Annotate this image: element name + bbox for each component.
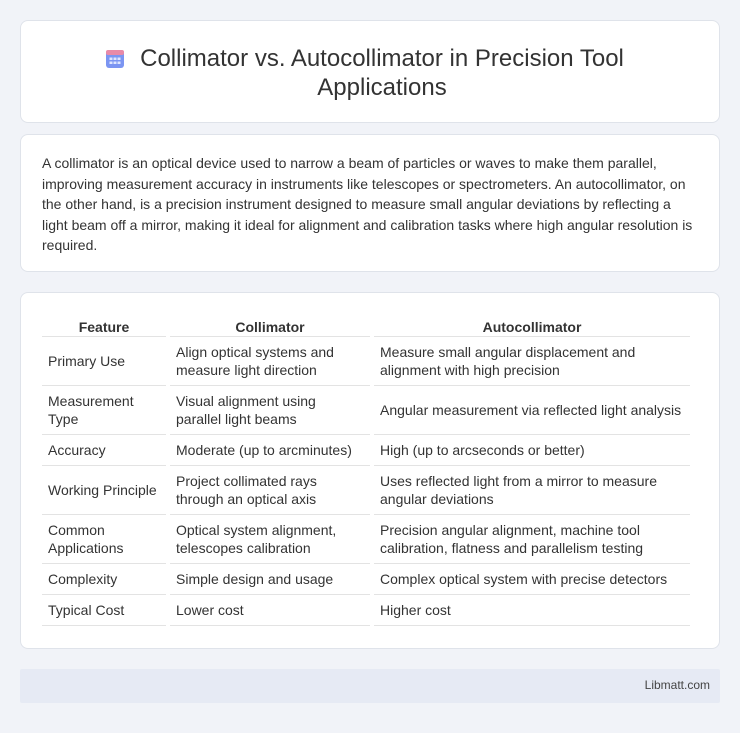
title-card bbox=[20, 20, 720, 123]
table-cell: Accuracy bbox=[42, 435, 166, 466]
header-autocollimator: Autocollimator bbox=[374, 315, 690, 337]
table-row bbox=[42, 337, 690, 386]
table-header-row bbox=[42, 315, 690, 337]
header-collimator: Collimator bbox=[170, 315, 370, 337]
table-cell: Simple design and usage bbox=[170, 564, 370, 595]
table-cell: Higher cost bbox=[374, 595, 690, 626]
table-cell: Measurement Type bbox=[42, 386, 166, 435]
table-row bbox=[42, 435, 690, 466]
table-row bbox=[42, 466, 690, 515]
page-title: Collimator vs. Autocollimator in Precision Tool Applications bbox=[140, 45, 624, 101]
intro-card bbox=[20, 134, 720, 272]
table-cell: Primary Use bbox=[42, 337, 166, 386]
comparison-table bbox=[38, 315, 694, 626]
table-cell: Measure small angular displacement and alignment with high precision bbox=[374, 337, 690, 386]
comparison-table-card bbox=[20, 292, 720, 649]
table-row bbox=[42, 564, 690, 595]
header-feature: Feature bbox=[42, 315, 166, 337]
intro-paragraph: A collimator is an optical device used to narrow a beam of particles or waves to make them parallel, improving measurement accuracy in instruments like telescopes or spectrometers. An autocollimator, on the other hand, is a precision instrument designed to measure small angular deviations by reflecting a light beam off a mirror, making it ideal for alignment and calibration tasks where high angular resolution is required. bbox=[42, 155, 693, 253]
table-row bbox=[42, 386, 690, 435]
table-row bbox=[42, 515, 690, 564]
table-cell: Typical Cost bbox=[42, 595, 166, 626]
table-cell: Uses reflected light from a mirror to measure angular deviations bbox=[374, 466, 690, 515]
table-cell: Common Applications bbox=[42, 515, 166, 564]
footer-site-link[interactable]: Libmatt.com bbox=[644, 678, 710, 692]
table-cell: Working Principle bbox=[42, 466, 166, 515]
table-cell: Visual alignment using parallel light beams bbox=[170, 386, 370, 435]
table-cell: Lower cost bbox=[170, 595, 370, 626]
table-cell: Moderate (up to arcminutes) bbox=[170, 435, 370, 466]
table-cell: Complex optical system with precise detectors bbox=[374, 564, 690, 595]
table-cell: High (up to arcseconds or better) bbox=[374, 435, 690, 466]
table-cell: Align optical systems and measure light direction bbox=[170, 337, 370, 386]
table-cell: Project collimated rays through an optical axis bbox=[170, 466, 370, 515]
table-cell: Complexity bbox=[42, 564, 166, 595]
table-cell: Angular measurement via reflected light analysis bbox=[374, 386, 690, 435]
table-row bbox=[42, 595, 690, 626]
footer bbox=[20, 669, 720, 703]
table-cell: Precision angular alignment, machine tool calibration, flatness and parallelism testing bbox=[374, 515, 690, 564]
table-cell: Optical system alignment, telescopes calibration bbox=[170, 515, 370, 564]
